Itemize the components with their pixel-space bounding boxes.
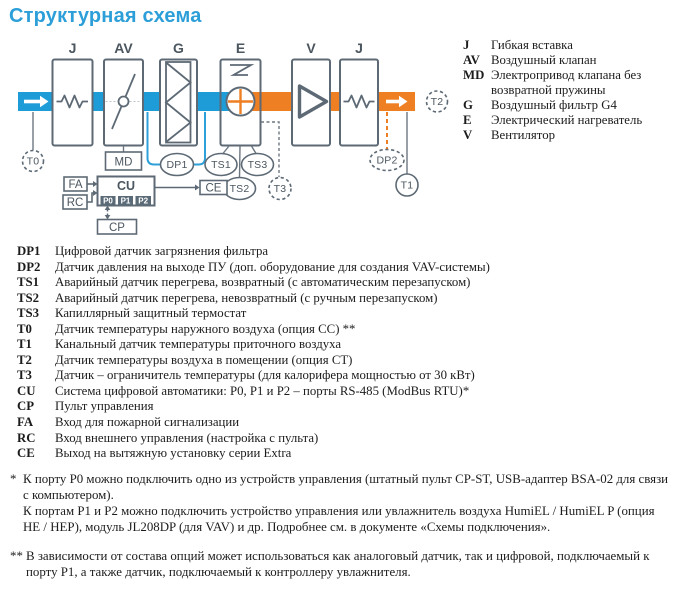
- abbreviation-item: [17, 446, 689, 462]
- footnotes: [10, 471, 672, 580]
- abbr-desc: Вход для пожарной сигнализации: [55, 415, 240, 430]
- footnote-2-marker: **: [10, 549, 23, 563]
- footnote-1-text-2: К портам P1 и P2 можно подключить устройство управления или увлажнитель воздуха HumiEL / HumiEL P (опция НЕ / НЕР), модуль JL208DP (для VAV) и др. Подробнее см. в документе «Схемы подключения».: [23, 504, 655, 534]
- legend-item: [463, 53, 691, 68]
- abbr-key: RC: [17, 430, 36, 445]
- legend-item: [463, 68, 691, 98]
- abbr-key: T3: [17, 368, 32, 383]
- legend: [463, 38, 691, 143]
- abbr-key: FA: [17, 415, 34, 430]
- abbr-key: T1: [17, 337, 32, 352]
- label-rc: RC: [66, 197, 84, 209]
- legend-desc: Электропривод клапана без возвратной пружины: [491, 68, 642, 97]
- footnote-1-text-1: К порту P0 можно подключить одно из устройств управления (штатный пульт CP-ST, USB-адаптер BSA-02 для связи с компьютером).: [23, 472, 669, 502]
- sensor-label-dp2: DP2: [376, 154, 398, 167]
- legend-abbr: G: [463, 98, 473, 112]
- sensor-label-t2: T2: [430, 96, 444, 108]
- label-cu: CU: [116, 179, 136, 193]
- abbreviation-item: [17, 322, 689, 338]
- label-p2: P2: [138, 196, 149, 206]
- ts1-connector-line: [223, 146, 229, 154]
- label-cp: CP: [109, 222, 125, 234]
- abbreviation-item: [17, 275, 689, 291]
- sensor-label-ts1: TS1: [211, 159, 231, 171]
- legend-abbr: MD: [463, 68, 485, 82]
- abbr-desc: Пульт управления: [55, 399, 154, 414]
- footnote-2: [10, 548, 672, 580]
- ts3-connector-line: [252, 146, 257, 154]
- legend-abbr: E: [463, 113, 472, 127]
- legend-item: [463, 128, 691, 143]
- sensor-label-t1: T1: [400, 179, 414, 192]
- abbreviation-item: [17, 368, 689, 384]
- abbr-key: CE: [17, 446, 35, 461]
- unit-label-av: AV: [114, 40, 133, 56]
- legend-abbr: J: [463, 38, 470, 52]
- cu-to-ce-arrow: [155, 185, 200, 191]
- page-title: Структурная схема: [9, 5, 202, 27]
- abbr-key: DP1: [17, 244, 41, 258]
- sensor-label-t3: T3: [273, 183, 287, 195]
- label-p1: P1: [120, 196, 131, 206]
- sensor-label-dp1: DP1: [166, 159, 188, 171]
- abbr-key: CU: [17, 383, 36, 398]
- abbr-desc: Канальный датчик температуры приточного воздуха: [55, 337, 342, 352]
- unit-label-j2: J: [355, 40, 363, 56]
- abbr-key: TS1: [17, 275, 40, 290]
- label-ce: CE: [205, 182, 222, 195]
- sensor-label-t0: T0: [26, 155, 40, 168]
- abbreviation-item: [17, 337, 689, 353]
- abbr-key: DP2: [17, 259, 41, 274]
- abbr-desc: Датчик давления на выходе ПУ (доп. оборудование для создания VAV-системы): [55, 259, 490, 274]
- abbr-key: TS3: [17, 306, 40, 321]
- abbreviation-item: [17, 384, 689, 400]
- legend-desc: Гибкая вставка: [491, 38, 573, 52]
- abbr-key: T0: [17, 321, 32, 336]
- abbr-key: TS2: [17, 290, 40, 305]
- cp-cu-arrow-dashed: [105, 206, 111, 220]
- legend-abbr: AV: [463, 53, 480, 67]
- abbr-key: T2: [17, 352, 32, 367]
- abbreviation-item: [17, 415, 689, 431]
- legend-desc: Воздушный клапан: [491, 53, 597, 67]
- label-p0: P0: [103, 196, 113, 206]
- abbreviation-list: [17, 244, 689, 462]
- unit-label-e: E: [235, 40, 246, 56]
- abbreviation-item: [17, 399, 689, 415]
- label-fa: FA: [68, 179, 83, 191]
- structural-diagram: [0, 0, 460, 245]
- legend-abbr: V: [463, 128, 473, 142]
- abbr-desc: Капиллярный защитный термостат: [55, 306, 247, 321]
- legend-item: [463, 113, 691, 128]
- unit-label-v: V: [306, 40, 316, 56]
- unit-label-g: G: [173, 40, 184, 56]
- ts2-connector-line: [240, 146, 241, 178]
- legend-item: [463, 98, 691, 113]
- unit-label-j1: J: [68, 40, 77, 56]
- abbreviation-item: [17, 306, 689, 322]
- rc-to-cu-arrow: [87, 190, 98, 202]
- abbreviation-item: [17, 431, 689, 447]
- sensor-label-ts2: TS2: [229, 183, 250, 195]
- sensor-label-ts3: TS3: [247, 159, 268, 171]
- legend-item: [463, 38, 691, 53]
- abbr-desc: Аварийный датчик перегрева, невозвратный (с ручным перезапуском): [55, 290, 438, 305]
- abbr-desc: Система цифровой автоматики: P0, P1 и P2 – порты RS-485 (ModBus RTU)*: [55, 383, 470, 398]
- abbreviation-item: [17, 353, 689, 369]
- abbr-key: CP: [17, 399, 35, 414]
- sensor-label-md: MD: [114, 156, 133, 169]
- heater-icon: [227, 88, 255, 116]
- legend-desc: Электрический нагреватель: [491, 113, 643, 127]
- abbr-desc: Датчик температуры наружного воздуха (опция СС) **: [55, 321, 356, 336]
- dp1-connector-line-left: [148, 112, 162, 165]
- footnote-1-marker: *: [10, 472, 17, 486]
- abbreviation-item: [17, 260, 689, 276]
- abbr-desc: Аварийный датчик перегрева, возвратный (с автоматическим перезапуском): [55, 275, 471, 290]
- abbreviation-item: [17, 291, 689, 307]
- abbr-desc: Вход внешнего управления (настройка с пульта): [55, 430, 319, 445]
- footnote-2-text: В зависимости от состава опций может использоваться как аналоговый датчик, так и цифровой, подключаемый к порту P1, а также датчик, подключаемый к контроллеру увлажнителя.: [26, 549, 650, 579]
- footnote-1: [10, 471, 672, 535]
- abbr-desc: Цифровой датчик загрязнения фильтра: [55, 244, 269, 258]
- abbr-desc: Датчик температуры воздуха в помещении (опция СТ): [55, 352, 353, 367]
- abbr-desc: Датчик – ограничитель температуры (для калорифера мощностью от 30 кВт): [55, 368, 475, 383]
- fa-to-cu-arrow: [87, 181, 98, 187]
- legend-desc: Воздушный фильтр G4: [491, 98, 617, 112]
- abbreviation-item: [17, 244, 689, 260]
- legend-desc: Вентилятор: [491, 128, 555, 142]
- abbr-desc: Выход на вытяжную установку серии Extra: [55, 446, 292, 461]
